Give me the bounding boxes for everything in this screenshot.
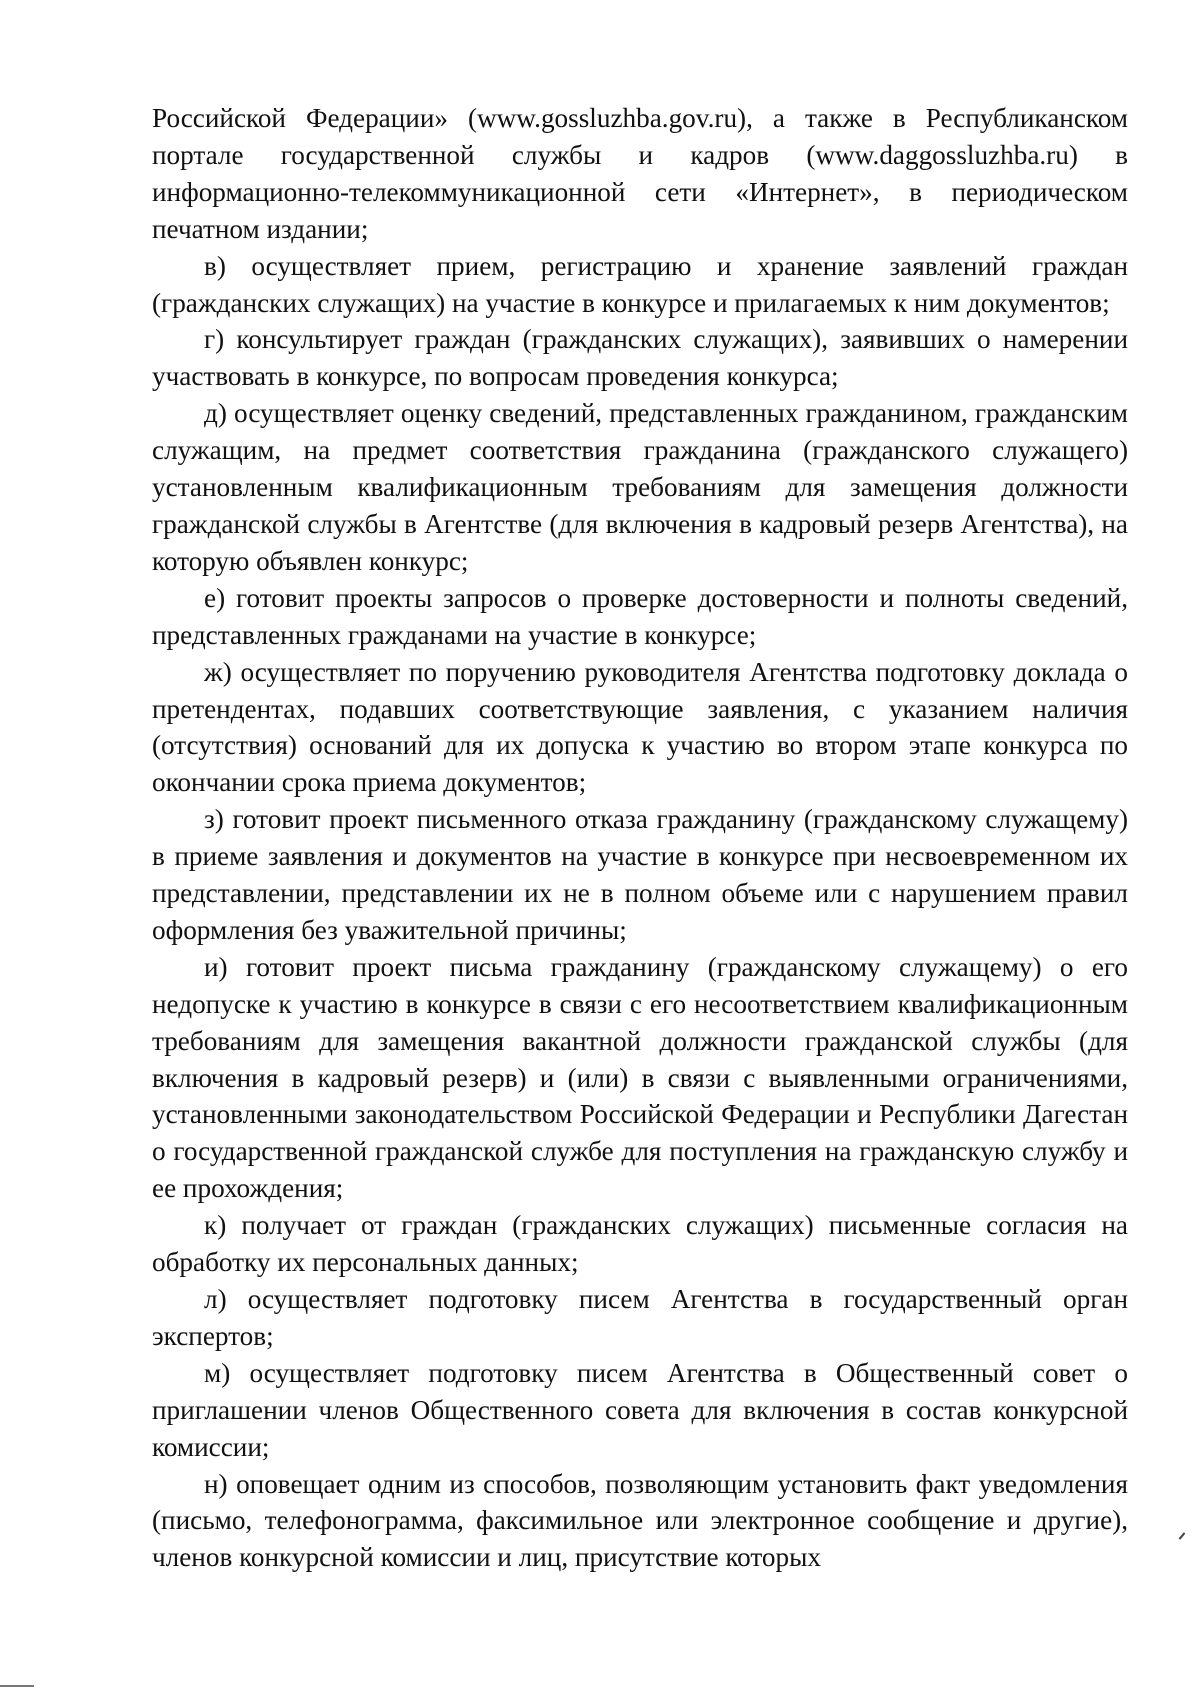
paragraph-item-z: з) готовит проект письменного отказа гражданину (гражданскому служащему) в приеме заявления и документов на участие в конкурсе при несвоевременном их представлении, представлении их не в полном объеме или с нарушением правил оформления без уважительной причины;	[152, 804, 1128, 945]
paragraph-item-e: е) готовит проекты запросов о проверке достоверности и полноты сведений, представленных гражданами на участие в конкурсе;	[152, 582, 1128, 650]
paragraph-continuation: Российской Федерации» (www.gossluzhba.gov.ru), а также в Республиканском портале государственной службы и кадров (www.daggossluzhba.ru) в информационно-телекоммуникационной сети «Интернет», в периодическом печатном издании;	[152, 103, 1128, 244]
document-body	[152, 100, 1128, 1576]
scan-artifact-tick	[1179, 1532, 1186, 1539]
paragraph-item-v: в) осуществляет прием, регистрацию и хранение заявлений граждан (гражданских служащих) на участие в конкурсе и прилагаемых к ним документов;	[152, 250, 1128, 318]
paragraph-item-g: г) консультирует граждан (гражданских служащих), заявивших о намерении участвовать в конкурсе, по вопросам проведения конкурса;	[152, 324, 1128, 392]
paragraph-item-m: м) осуществляет подготовку писем Агентства в Общественный совет о приглашении членов Общественного совета для включения в состав конкурсной комиссии;	[152, 1357, 1128, 1462]
scan-artifact-mark	[0, 1685, 34, 1687]
paragraph-item-n: н) оповещает одним из способов, позволяющим установить факт уведомления (письмо, телефонограмма, факсимильное или электронное сообщение и другие), членов конкурсной комиссии и лиц, присутствие которых	[152, 1468, 1128, 1573]
paragraph-item-zh: ж) осуществляет по поручению руководителя Агентства подготовку доклада о претендентах, подавших соответствующие заявления, с указанием наличия (отсутствия) оснований для их допуска к участию во втором этапе конкурса по окончании срока приема документов;	[152, 656, 1128, 798]
paragraph-item-d: д) осуществляет оценку сведений, представленных гражданином, гражданским служащим, на предмет соответствия гражданина (гражданского служащего) установленным квалификационным требованиям для замещения должности гражданской службы в Агентстве (для включения в кадровый резерв Агентства), на которую объявлен конкурс;	[152, 398, 1128, 576]
paragraph-item-k: к) получает от граждан (гражданских служащих) письменные согласия на обработку их персональных данных;	[152, 1210, 1128, 1278]
paragraph-item-l: л) осуществляет подготовку писем Агентства в государственный орган экспертов;	[152, 1284, 1128, 1351]
paragraph-item-i: и) готовит проект письма гражданину (гражданскому служащему) о его недопуске к участию в конкурсе в связи с его несоответствием квалификационным требованиям для замещения вакантной должности гражданской службы (для включения в кадровый резерв) и (или) в связи с выявленными ограничениями, установленными законодательством Российской Федерации и Республики Дагестан о государственной гражданской службе для поступления на гражданскую службу и ее прохождения;	[152, 951, 1128, 1204]
